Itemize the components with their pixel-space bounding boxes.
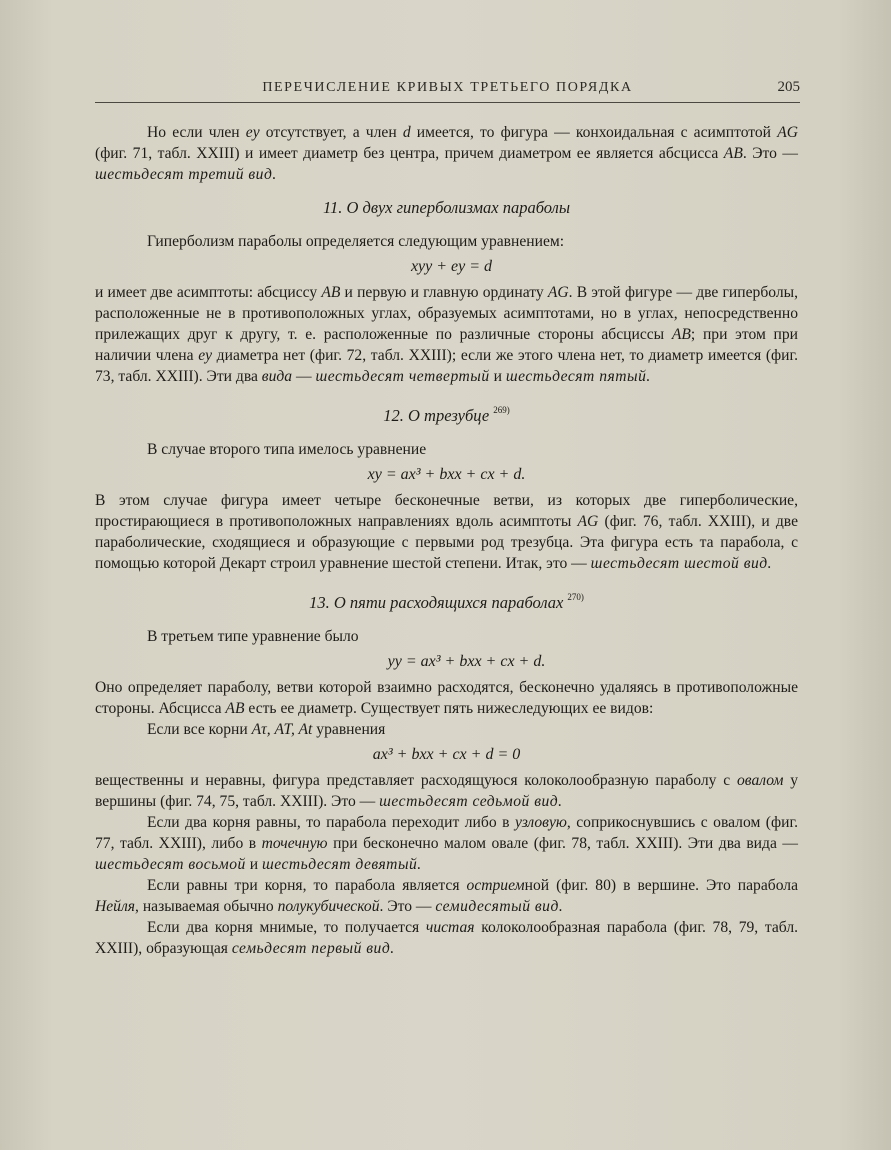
section-heading-text: 11. О двух гиперболизмах параболы xyxy=(322,198,571,217)
term-italic: овалом xyxy=(737,772,784,789)
species-name: семидесятый вид. xyxy=(435,898,564,915)
text-run: и xyxy=(245,856,262,873)
text-run: Если два корня равны, то парабола переходит либо в xyxy=(147,814,515,831)
formula-divergent: yy = ax³ + bxx + cx + d. xyxy=(387,653,546,670)
text-run: при бесконечно малом овале (фиг. 78, табл. XXIII). Эти два вида — xyxy=(327,835,798,852)
text-run: и имеет две асимптоты: абсциссу xyxy=(95,284,322,301)
species-name: вида xyxy=(261,368,293,385)
math-term: AG xyxy=(577,513,599,530)
species-name: шестьдесят шестой вид. xyxy=(590,555,773,572)
text-run: диаметра нет (фиг. 72, табл. XXIII); если же этого члена нет, то диаметр имеется (фиг. 73, табл. XXIII). Эти два xyxy=(95,347,798,385)
paragraph-species-67 xyxy=(95,770,798,812)
section-heading-text: 13. О пяти расходящихся параболах xyxy=(309,593,564,612)
math-term: Aτ, AT, At xyxy=(251,721,313,738)
running-head-title: ПЕРЕЧИСЛЕНИЕ КРИВЫХ ТРЕТЬЕГО ПОРЯДКА xyxy=(262,80,633,95)
math-term: AG xyxy=(777,124,798,141)
text-run: и первую и главную ординату xyxy=(340,284,548,301)
paragraph-trident xyxy=(95,490,798,574)
paragraph-hyperbolism xyxy=(95,282,798,387)
paragraph-divergent-intro: В третьем типе уравнение было xyxy=(147,628,359,645)
formula-hyperbolism: xyy + ey = d xyxy=(410,258,493,275)
text-run: ; при этом при наличии члена xyxy=(95,326,799,364)
text-run: у вершины (фиг. 74, 75, табл. XXIII). Это — xyxy=(95,772,798,810)
section-heading-12 xyxy=(95,399,798,427)
text-run: — xyxy=(292,368,316,385)
text-run: , называемая обычно xyxy=(135,898,278,915)
text-run: (фиг. 71, табл. XXIII) и имеет диаметр без центра, причем диаметром ее является абсцисса xyxy=(95,145,724,162)
term-italic: острием xyxy=(466,877,525,894)
text-run: ной (фиг. 80) в вершине. Это парабола xyxy=(524,877,798,894)
term-italic: чистая xyxy=(425,919,475,936)
formula-roots: ax³ + bxx + cx + d = 0 xyxy=(372,746,521,763)
text-run: В этом случае фигура имеет четыре бесконечные ветви, из которых две гиперболические, простирающиеся в противоположных направлениях вдоль асимптоты xyxy=(95,492,798,530)
paragraph-species-68-69 xyxy=(95,812,798,875)
text-run: есть ее диаметр. Существует пять нижеследующих ее видов: xyxy=(244,700,654,717)
text-run: , соприкоснувшись с овалом (фиг. 77, табл. XXIII), либо в xyxy=(95,814,798,852)
page-number: 205 xyxy=(777,79,800,95)
text-run: уравнения xyxy=(312,721,386,738)
species-name: шестьдесят третий вид. xyxy=(95,166,277,183)
paragraph-species-70 xyxy=(95,875,798,917)
section-heading-text: 12. О трезубце xyxy=(383,406,490,425)
text-run: Оно определяет параболу, ветви которой взаимно расходятся, бесконечно удаляясь в противоположные стороны. Абсцисса xyxy=(95,679,798,717)
term-italic: узловую xyxy=(514,814,567,831)
math-term: AB xyxy=(671,326,691,343)
species-name: шестьдесят четвертый xyxy=(315,368,490,385)
text-run: и xyxy=(489,368,506,385)
species-name: семьдесят первый вид. xyxy=(231,940,395,957)
text-run: Если два корня мнимые, то получается xyxy=(147,919,426,936)
text-run: Если равны три корня, то парабола является xyxy=(147,877,467,894)
math-term: ey xyxy=(245,124,260,141)
page-text xyxy=(95,122,798,959)
text-run: . Это — xyxy=(379,898,436,915)
term-italic: полукубической xyxy=(277,898,380,915)
text-run: Но если член xyxy=(147,124,246,141)
formula-trident: xy = ax³ + bxx + cx + d. xyxy=(367,466,526,483)
footnote-ref: 269) xyxy=(493,405,510,415)
text-run: . Это — xyxy=(742,145,798,162)
paragraph-roots xyxy=(95,719,798,740)
paragraph-species-71 xyxy=(95,917,798,959)
section-heading-11 xyxy=(95,197,798,219)
species-name: шестьдесят девятый. xyxy=(261,856,422,873)
math-term: AB xyxy=(225,700,245,717)
text-run: (фиг. 76, табл. XXIII), и две параболические, сходящиеся и образующие с первыми род трезубца. Эта фигура есть та парабола, с помощью которой Декарт строил уравнение шестой степени. Итак, это — xyxy=(95,513,798,572)
text-run: Если все корни xyxy=(147,721,252,738)
running-head xyxy=(95,78,800,103)
math-term: ey xyxy=(198,347,213,364)
section-heading-13 xyxy=(95,586,798,614)
paragraph-conchoidal xyxy=(95,122,798,185)
text-run: колоколообразная парабола (фиг. 78, 79, табл. XXIII), образующая xyxy=(95,919,798,957)
text-run: вещественны и неравны, фигура представляет расходящуюся колоколообразную параболу с xyxy=(95,772,737,789)
paragraph-trident-intro: В случае второго типа имелось уравнение xyxy=(147,441,427,458)
math-term: d xyxy=(402,124,411,141)
paragraph-hyperbolism-intro: Гиперболизм параболы определяется следующим уравнением: xyxy=(147,233,565,250)
footnote-ref: 270) xyxy=(567,592,584,602)
species-name: шестьдесят восьмой xyxy=(95,856,246,873)
math-term: AB xyxy=(723,145,743,162)
species-name: шестьдесят пятый. xyxy=(505,368,651,385)
text-run: имеется, то фигура — конхоидальная с асимптотой xyxy=(410,124,778,141)
species-name: шестьдесят седьмой вид. xyxy=(379,793,563,810)
math-term: AB xyxy=(321,284,341,301)
term-italic: точечную xyxy=(261,835,328,852)
text-run: отсутствует, а член xyxy=(259,124,403,141)
term-italic: Нейля xyxy=(95,898,136,915)
text-run: . В этой фигуре — две гиперболы, расположенные не в противоположных углах, образуемых асимптотами, но в углах, непосредственно прилежащих друг к другу, т. е. расположенные по различные стороны абсциссы xyxy=(95,284,798,343)
paragraph-divergent xyxy=(95,677,798,719)
math-term: AG xyxy=(547,284,569,301)
